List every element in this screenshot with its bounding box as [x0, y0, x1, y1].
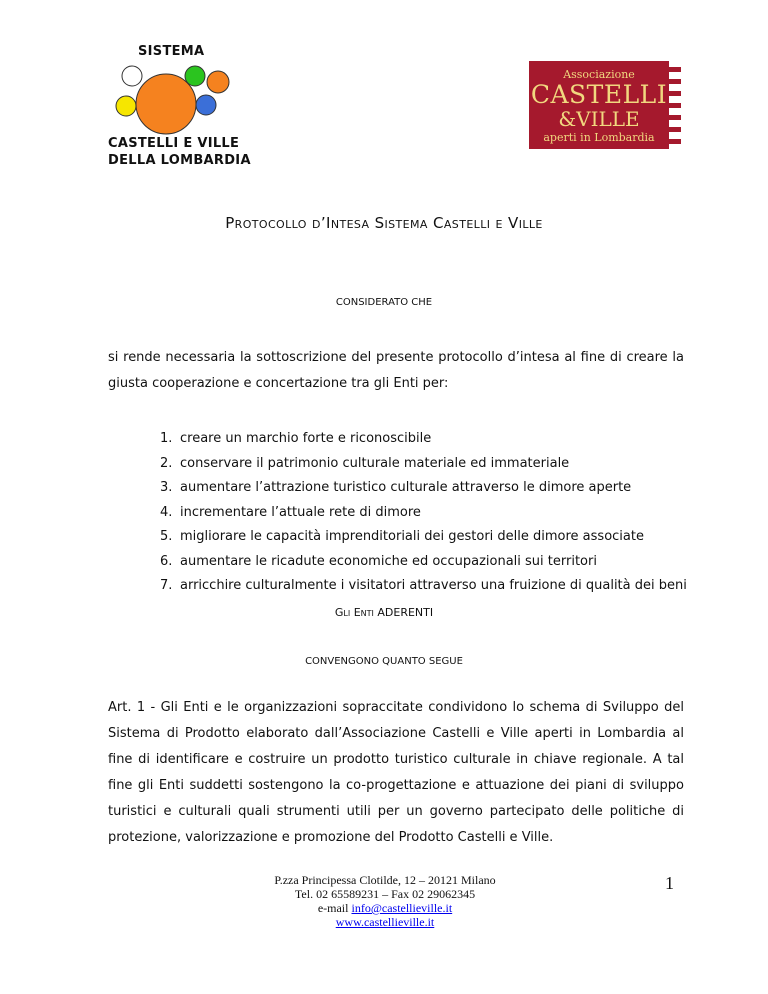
considerato-heading: CONSIDERATO CHE	[335, 297, 433, 308]
white-circle	[122, 66, 142, 86]
large-orange-circle	[136, 74, 196, 134]
yellow-circle	[116, 96, 136, 116]
logo-line-2: DELLA LOMBARDIA	[108, 153, 251, 168]
list-item: 5. migliorare le capacità imprenditoriali dei gestori delle dimore associate	[160, 529, 644, 544]
list-item: 6. aumentare le ricadute economiche ed occupazionali sui territori	[160, 553, 597, 569]
logo-associazione-text: Associazione	[563, 68, 635, 81]
small-orange-circle	[207, 71, 229, 93]
footer-phone: Tel. 02 65589231 – Fax 02 29062345	[294, 887, 476, 901]
logo-ville-text: &VILLE	[558, 107, 640, 131]
associazione-logo	[529, 61, 681, 149]
email-link[interactable]: info@castellieville.it	[351, 901, 453, 915]
blue-circle	[196, 95, 216, 115]
objectives-list	[160, 427, 687, 599]
article-1-paragraph: Art. 1 - Gli Enti e le organizzazioni sopraccitate condividono lo schema di Sviluppo del Sistema di Prodotto elaborato dall’Associazione Castelli e Ville aperti in Lombardia al fine di identificare e costruire un prodotto turistico culturale in chiave regionale. A tal fine gli Enti suddetti sostengono la co-progettazione e attuazione dei piani di sviluppo turistici e culturali quali strumenti utili per un governo partecipato delle politiche di protezione, valorizzazione e promozione del Prodotto Castelli e Ville.	[108, 700, 684, 845]
logo-castelli-text: CASTELLI	[530, 80, 668, 109]
list-item: 7. arricchire culturalmente i visitatori attraverso una fruizione di qualità dei beni	[160, 578, 687, 593]
list-item: 1. creare un marchio forte e riconoscibile	[160, 431, 432, 446]
intro-paragraph: si rende necessaria la sottoscrizione del presente protocollo d’intesa al fine di creare la giusta cooperazione e concertazione tra gli Enti per:	[108, 350, 684, 391]
page-number: 1	[665, 873, 674, 893]
convengono-heading: CONVENGONO QUANTO SEGUE	[305, 656, 463, 667]
logo-circles-icon	[108, 62, 238, 138]
logo-top-text: SISTEMA	[138, 44, 205, 59]
list-item: 4. incrementare l’attuale rete di dimore	[160, 504, 421, 520]
logo-line-1: CASTELLI E VILLE	[108, 136, 240, 151]
document-title: Protocollo d’Intesa Sistema Castelli e Ville	[225, 214, 543, 232]
list-item: 3. aumentare l’attrazione turistico culturale attraverso le dimore aperte	[160, 480, 632, 495]
sistema-logo	[108, 40, 258, 170]
logo-aperti-text: aperti in Lombardia	[543, 131, 655, 144]
list-item: 2. conservare il patrimonio culturale materiale ed immateriale	[160, 455, 570, 471]
footer-address: P.zza Principessa Clotilde, 12 – 20121 Milano	[274, 873, 496, 887]
gli-enti-heading: Gli Enti ADERENTI	[334, 606, 434, 619]
page-footer	[230, 873, 540, 929]
website-link[interactable]: www.castellieville.it	[335, 915, 435, 929]
footer-email-line: e-mail info@castellieville.it	[317, 901, 453, 915]
